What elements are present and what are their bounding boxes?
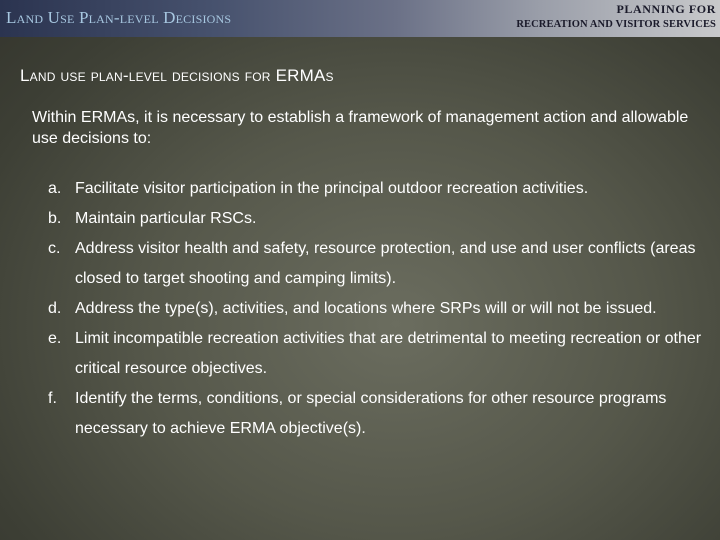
list-item xyxy=(48,384,708,444)
list-marker: a. xyxy=(48,180,62,197)
header-section-title: Land Use Plan-level Decisions xyxy=(6,8,232,27)
list-marker: e. xyxy=(48,330,62,347)
list-item-text: Identify the terms, conditions, or special considerations for other resource programs necessary to achieve ERMA objective(s). xyxy=(75,390,667,437)
list-item xyxy=(48,294,708,324)
header-bar xyxy=(0,0,720,37)
header-course-title-line2: RECREATION AND VISITOR SERVICES xyxy=(516,19,716,30)
list-item xyxy=(48,324,708,384)
list-item-text: Maintain particular RSCs. xyxy=(75,210,257,227)
list-marker: c. xyxy=(48,240,61,257)
list-marker: b. xyxy=(48,210,62,227)
header-course-title xyxy=(516,2,716,32)
list-item xyxy=(48,234,708,294)
list-marker: f. xyxy=(48,390,57,407)
list-item-text: Facilitate visitor participation in the principal outdoor recreation activities. xyxy=(75,180,589,197)
page-title: Land use plan-level decisions for ERMAs xyxy=(20,66,334,85)
header-course-title-line1: PLANNING FOR xyxy=(616,2,716,16)
list-item-text: Address visitor health and safety, resource protection, and use and user conflicts (areas closed to target shooting and camping limits). xyxy=(75,240,696,287)
intro-paragraph: Within ERMAs, it is necessary to establish a framework of management action and allowable use decisions to: xyxy=(32,109,689,147)
list-item xyxy=(48,174,708,204)
list-item-text: Address the type(s), activities, and locations where SRPs will or will not be issued. xyxy=(75,300,657,317)
list-item xyxy=(48,204,708,234)
list-item-text: Limit incompatible recreation activities that are detrimental to meeting recreation or other critical resource objectives. xyxy=(75,330,702,377)
decision-list xyxy=(48,174,708,444)
list-marker: d. xyxy=(48,300,62,317)
